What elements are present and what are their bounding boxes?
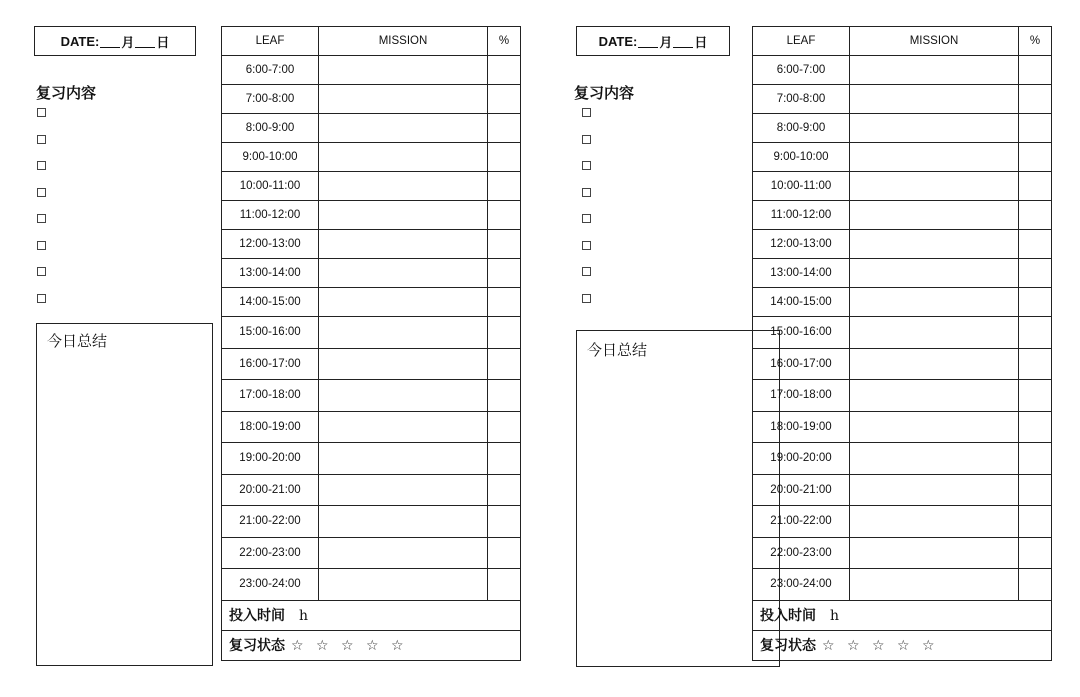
header-mission: MISSION (850, 27, 1019, 56)
percent-cell[interactable] (488, 56, 521, 85)
header-mission: MISSION (319, 27, 488, 56)
mission-cell[interactable] (850, 114, 1019, 143)
time-slot: 10:00-11:00 (222, 172, 319, 201)
table-row (222, 143, 521, 172)
review-checklist (582, 108, 591, 320)
header-leaf: LEAF (222, 27, 319, 56)
time-slot: 9:00-10:00 (753, 143, 850, 172)
table-row (222, 172, 521, 201)
review-checklist (37, 108, 46, 320)
percent-cell[interactable] (1019, 506, 1052, 538)
schedule-body (753, 56, 1052, 601)
percent-cell[interactable] (488, 474, 521, 506)
mission-cell[interactable] (319, 569, 488, 601)
percent-cell[interactable] (488, 411, 521, 443)
table-row (753, 317, 1052, 349)
table-row (753, 348, 1052, 380)
review-checkbox[interactable] (37, 267, 46, 276)
percent-cell[interactable] (1019, 56, 1052, 85)
date-label: DATE: (598, 33, 638, 49)
percent-cell[interactable] (488, 114, 521, 143)
percent-cell[interactable] (488, 172, 521, 201)
table-row (222, 56, 521, 85)
time-slot: 15:00-16:00 (222, 317, 319, 349)
mission-cell[interactable] (850, 443, 1019, 475)
percent-cell[interactable] (488, 569, 521, 601)
table-row (222, 411, 521, 443)
mission-cell[interactable] (850, 143, 1019, 172)
month-blank[interactable] (638, 35, 658, 48)
time-slot: 14:00-15:00 (753, 288, 850, 317)
time-slot: 6:00-7:00 (222, 56, 319, 85)
month-label: 月 (659, 34, 673, 50)
time-slot: 23:00-24:00 (753, 569, 850, 601)
table-row (753, 114, 1052, 143)
month-label: 月 (121, 34, 135, 50)
mission-cell[interactable] (319, 114, 488, 143)
time-slot: 17:00-18:00 (222, 380, 319, 412)
mission-cell[interactable] (319, 172, 488, 201)
mission-cell[interactable] (850, 259, 1019, 288)
star-rating[interactable]: ☆ ☆ ☆ ☆ ☆ (822, 638, 939, 654)
percent-cell[interactable] (488, 201, 521, 230)
table-row (753, 411, 1052, 443)
time-slot: 7:00-8:00 (222, 85, 319, 114)
percent-cell[interactable] (1019, 411, 1052, 443)
percent-cell[interactable] (1019, 85, 1052, 114)
table-row (753, 288, 1052, 317)
mission-cell[interactable] (850, 380, 1019, 412)
review-checkbox[interactable] (37, 241, 46, 250)
review-status-label: 复习状态 (760, 638, 816, 654)
percent-cell[interactable] (1019, 114, 1052, 143)
percent-cell[interactable] (488, 143, 521, 172)
time-invested-row[interactable] (222, 600, 521, 630)
table-row (222, 443, 521, 475)
table-row (222, 569, 521, 601)
mission-cell[interactable] (850, 506, 1019, 538)
table-row (753, 172, 1052, 201)
header-leaf: LEAF (753, 27, 850, 56)
day-label: 日 (694, 34, 708, 50)
percent-cell[interactable] (1019, 569, 1052, 601)
review-checkbox[interactable] (582, 188, 591, 197)
percent-cell[interactable] (488, 348, 521, 380)
percent-cell[interactable] (488, 443, 521, 475)
date-box[interactable] (576, 26, 730, 56)
table-row (222, 201, 521, 230)
time-slot: 19:00-20:00 (753, 443, 850, 475)
time-slot: 7:00-8:00 (753, 85, 850, 114)
time-slot: 9:00-10:00 (222, 143, 319, 172)
time-slot: 20:00-21:00 (753, 474, 850, 506)
percent-cell[interactable] (1019, 201, 1052, 230)
percent-cell[interactable] (1019, 259, 1052, 288)
time-slot: 21:00-22:00 (753, 506, 850, 538)
mission-cell[interactable] (319, 443, 488, 475)
mission-cell[interactable] (319, 259, 488, 288)
review-checkbox[interactable] (37, 294, 46, 303)
mission-cell[interactable] (319, 380, 488, 412)
mission-cell[interactable] (850, 288, 1019, 317)
mission-cell[interactable] (850, 56, 1019, 85)
time-slot: 13:00-14:00 (222, 259, 319, 288)
review-checkbox[interactable] (37, 108, 46, 117)
day-label: 日 (156, 34, 170, 50)
time-slot: 18:00-19:00 (222, 411, 319, 443)
time-slot: 15:00-16:00 (753, 317, 850, 349)
percent-cell[interactable] (488, 380, 521, 412)
daily-summary-box[interactable] (36, 323, 213, 666)
percent-cell[interactable] (488, 259, 521, 288)
table-row (753, 201, 1052, 230)
time-slot: 17:00-18:00 (753, 380, 850, 412)
review-title: 复习内容 (574, 84, 635, 102)
review-checkbox[interactable] (37, 135, 46, 144)
date-box[interactable] (34, 26, 196, 56)
mission-cell[interactable] (319, 506, 488, 538)
time-slot: 10:00-11:00 (753, 172, 850, 201)
table-row (753, 85, 1052, 114)
percent-cell[interactable] (1019, 288, 1052, 317)
month-blank[interactable] (100, 35, 120, 48)
time-invested-label: 投入时间 (760, 608, 816, 624)
mission-cell[interactable] (319, 288, 488, 317)
table-row (222, 288, 521, 317)
time-unit: h (299, 608, 309, 624)
percent-cell[interactable] (1019, 143, 1052, 172)
percent-cell[interactable] (488, 537, 521, 569)
table-row (753, 474, 1052, 506)
time-slot: 16:00-17:00 (222, 348, 319, 380)
time-slot: 8:00-9:00 (753, 114, 850, 143)
summary-title: 今日总结 (587, 341, 648, 359)
mission-cell[interactable] (319, 56, 488, 85)
schedule-table (221, 26, 521, 661)
time-unit: h (830, 608, 840, 624)
review-checkbox[interactable] (582, 135, 591, 144)
percent-cell[interactable] (1019, 474, 1052, 506)
mission-cell[interactable] (319, 348, 488, 380)
table-row (222, 474, 521, 506)
time-slot: 11:00-12:00 (222, 201, 319, 230)
time-slot: 22:00-23:00 (753, 537, 850, 569)
mission-cell[interactable] (319, 537, 488, 569)
mission-cell[interactable] (319, 143, 488, 172)
percent-cell[interactable] (1019, 537, 1052, 569)
percent-cell[interactable] (1019, 230, 1052, 259)
time-slot: 13:00-14:00 (753, 259, 850, 288)
review-checkbox[interactable] (37, 188, 46, 197)
percent-cell[interactable] (488, 288, 521, 317)
header-percent: % (1019, 27, 1052, 56)
table-row (753, 143, 1052, 172)
mission-cell[interactable] (319, 201, 488, 230)
table-row (753, 537, 1052, 569)
review-title: 复习内容 (36, 84, 97, 102)
schedule-body (222, 56, 521, 601)
table-row (222, 537, 521, 569)
review-checkbox[interactable] (582, 241, 591, 250)
daily-summary-box[interactable] (576, 330, 780, 667)
time-slot: 14:00-15:00 (222, 288, 319, 317)
mission-cell[interactable] (850, 85, 1019, 114)
percent-cell[interactable] (488, 85, 521, 114)
table-row (222, 506, 521, 538)
mission-cell[interactable] (319, 85, 488, 114)
review-status-row (222, 630, 521, 660)
mission-cell[interactable] (319, 317, 488, 349)
time-slot: 8:00-9:00 (222, 114, 319, 143)
time-invested-label: 投入时间 (229, 608, 285, 624)
mission-cell[interactable] (850, 537, 1019, 569)
review-checkbox[interactable] (582, 108, 591, 117)
percent-cell[interactable] (488, 506, 521, 538)
time-slot: 18:00-19:00 (753, 411, 850, 443)
review-status-label: 复习状态 (229, 638, 285, 654)
table-row (753, 56, 1052, 85)
percent-cell[interactable] (1019, 348, 1052, 380)
mission-cell[interactable] (850, 201, 1019, 230)
time-slot: 16:00-17:00 (753, 348, 850, 380)
mission-cell[interactable] (850, 348, 1019, 380)
mission-cell[interactable] (319, 411, 488, 443)
mission-cell[interactable] (850, 569, 1019, 601)
table-row (222, 380, 521, 412)
time-slot: 23:00-24:00 (222, 569, 319, 601)
mission-cell[interactable] (850, 172, 1019, 201)
time-slot: 21:00-22:00 (222, 506, 319, 538)
time-slot: 12:00-13:00 (222, 230, 319, 259)
review-checkbox[interactable] (582, 294, 591, 303)
review-checkbox[interactable] (582, 214, 591, 223)
percent-cell[interactable] (488, 317, 521, 349)
table-row (753, 506, 1052, 538)
mission-cell[interactable] (850, 411, 1019, 443)
time-slot: 22:00-23:00 (222, 537, 319, 569)
table-row (753, 569, 1052, 601)
percent-cell[interactable] (1019, 172, 1052, 201)
percent-cell[interactable] (488, 230, 521, 259)
time-slot: 19:00-20:00 (222, 443, 319, 475)
table-row (753, 230, 1052, 259)
percent-cell[interactable] (1019, 380, 1052, 412)
day-blank[interactable] (135, 35, 155, 48)
time-slot: 6:00-7:00 (753, 56, 850, 85)
review-checkbox[interactable] (582, 161, 591, 170)
time-slot: 11:00-12:00 (753, 201, 850, 230)
review-checkbox[interactable] (37, 161, 46, 170)
table-row (222, 317, 521, 349)
table-row (753, 380, 1052, 412)
percent-cell[interactable] (1019, 443, 1052, 475)
table-row (222, 114, 521, 143)
summary-title: 今日总结 (47, 332, 108, 350)
schedule-table (752, 26, 1052, 661)
table-row (222, 259, 521, 288)
review-checkbox[interactable] (37, 214, 46, 223)
time-slot: 12:00-13:00 (753, 230, 850, 259)
percent-cell[interactable] (1019, 317, 1052, 349)
table-row (753, 259, 1052, 288)
mission-cell[interactable] (319, 474, 488, 506)
mission-cell[interactable] (850, 230, 1019, 259)
table-row (222, 230, 521, 259)
mission-cell[interactable] (319, 230, 488, 259)
header-percent: % (488, 27, 521, 56)
table-row (753, 443, 1052, 475)
day-blank[interactable] (673, 35, 693, 48)
table-row (222, 348, 521, 380)
date-label: DATE: (60, 33, 100, 49)
star-rating[interactable]: ☆ ☆ ☆ ☆ ☆ (291, 638, 408, 654)
table-row (222, 85, 521, 114)
mission-cell[interactable] (850, 317, 1019, 349)
planner-sheet-right (540, 0, 1080, 697)
time-invested-row[interactable] (753, 600, 1052, 630)
review-status-row (753, 630, 1052, 660)
review-checkbox[interactable] (582, 267, 591, 276)
time-slot: 20:00-21:00 (222, 474, 319, 506)
mission-cell[interactable] (850, 474, 1019, 506)
